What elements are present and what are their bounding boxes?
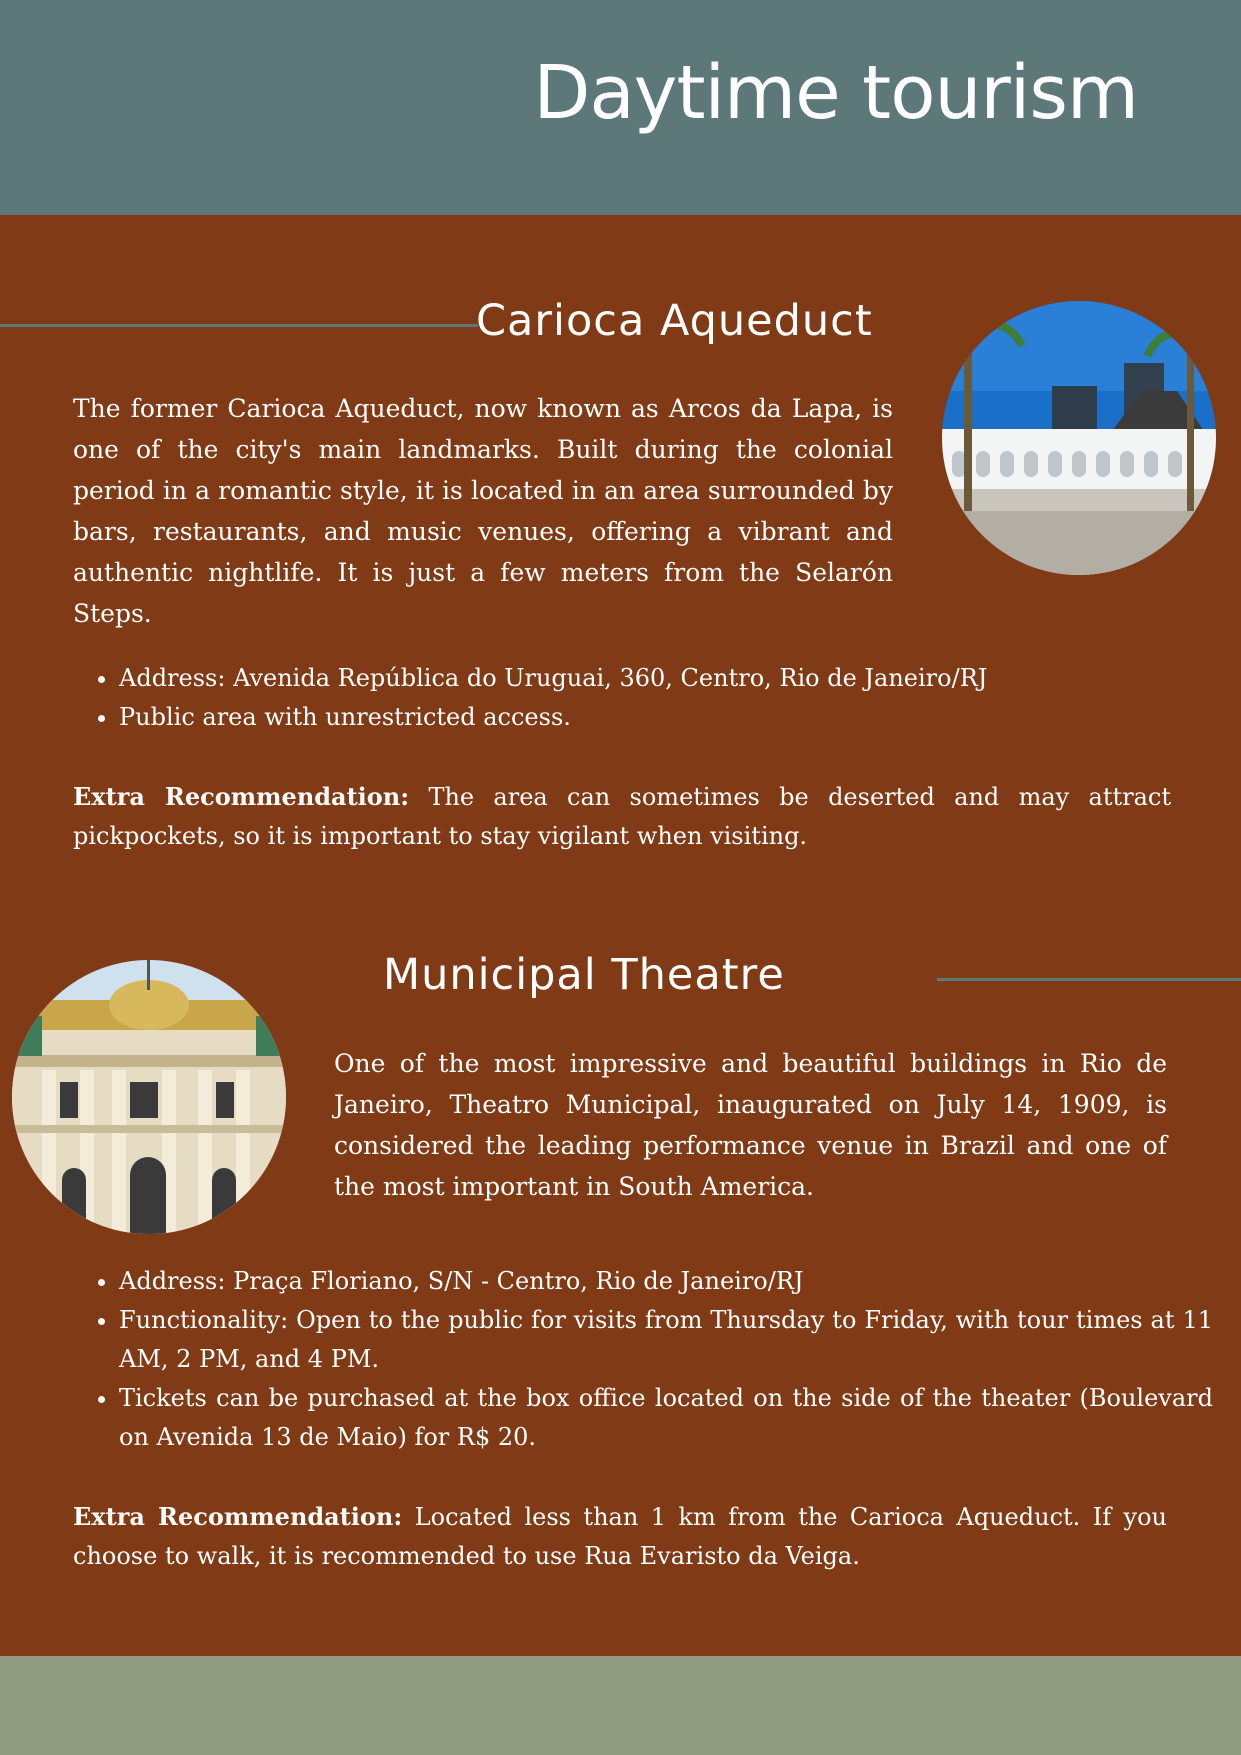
aqueduct-extra-recommendation — [73, 777, 1171, 856]
theatre-photo — [12, 960, 286, 1234]
section-divider-line — [0, 324, 478, 327]
list-item: • Functionality: Open to the public for visits from Thursday to Friday, with tour times at 11 AM, 2 PM, and 4 PM. — [119, 1301, 1213, 1379]
theatre-description: One of the most impressive and beautiful buildings in Rio de Janeiro, Theatro Municipal, inaugurated on July 14, 1909, is considered the leading performance venue in Brazil and one of the most important in South America. — [334, 1049, 1167, 1201]
aqueduct-photo — [942, 301, 1216, 575]
extra-text: Located less than 1 km from the Carioca Aqueduct. If you choose to walk, it is recommended to use Rua Evaristo da Veiga. — [73, 1503, 1167, 1570]
header-band — [0, 0, 1241, 215]
extra-label: Extra Recommendation: — [73, 1502, 403, 1531]
section-divider-line — [937, 978, 1241, 981]
theatre-extra-recommendation — [73, 1497, 1167, 1576]
footer-band — [0, 1656, 1241, 1755]
list-item: • Address: Praça Floriano, S/N - Centro, Rio de Janeiro/RJ — [119, 1262, 1213, 1301]
section-title-aqueduct: Carioca Aqueduct — [476, 296, 873, 346]
list-item: • Address: Avenida República do Uruguai, 360, Centro, Rio de Janeiro/RJ — [119, 659, 1059, 698]
list-item: • Tickets can be purchased at the box office located on the side of the theater (Boulevard on Avenida 13 de Maio) for R$ 20. — [119, 1379, 1213, 1457]
theatre-details-list — [73, 1262, 1213, 1457]
extra-label: Extra Recommendation: — [73, 782, 410, 811]
extra-text: The area can sometimes be deserted and may attract pickpockets, so it is important to stay vigilant when visiting. — [73, 783, 1171, 850]
section-title-theatre: Municipal Theatre — [383, 950, 785, 1000]
aqueduct-details-list — [73, 659, 1059, 737]
list-item: • Public area with unrestricted access. — [119, 698, 1059, 737]
aqueduct-description: The former Carioca Aqueduct, now known as Arcos da Lapa, is one of the city's main landmarks. Built during the colonial period in a romantic style, it is located in an area surrounded by bars, restaurants, and music venues, offering a vibrant and authentic nightlife. It is just a few meters from the Selarón Steps. — [73, 394, 893, 628]
page-title: Daytime tourism — [533, 50, 1138, 136]
